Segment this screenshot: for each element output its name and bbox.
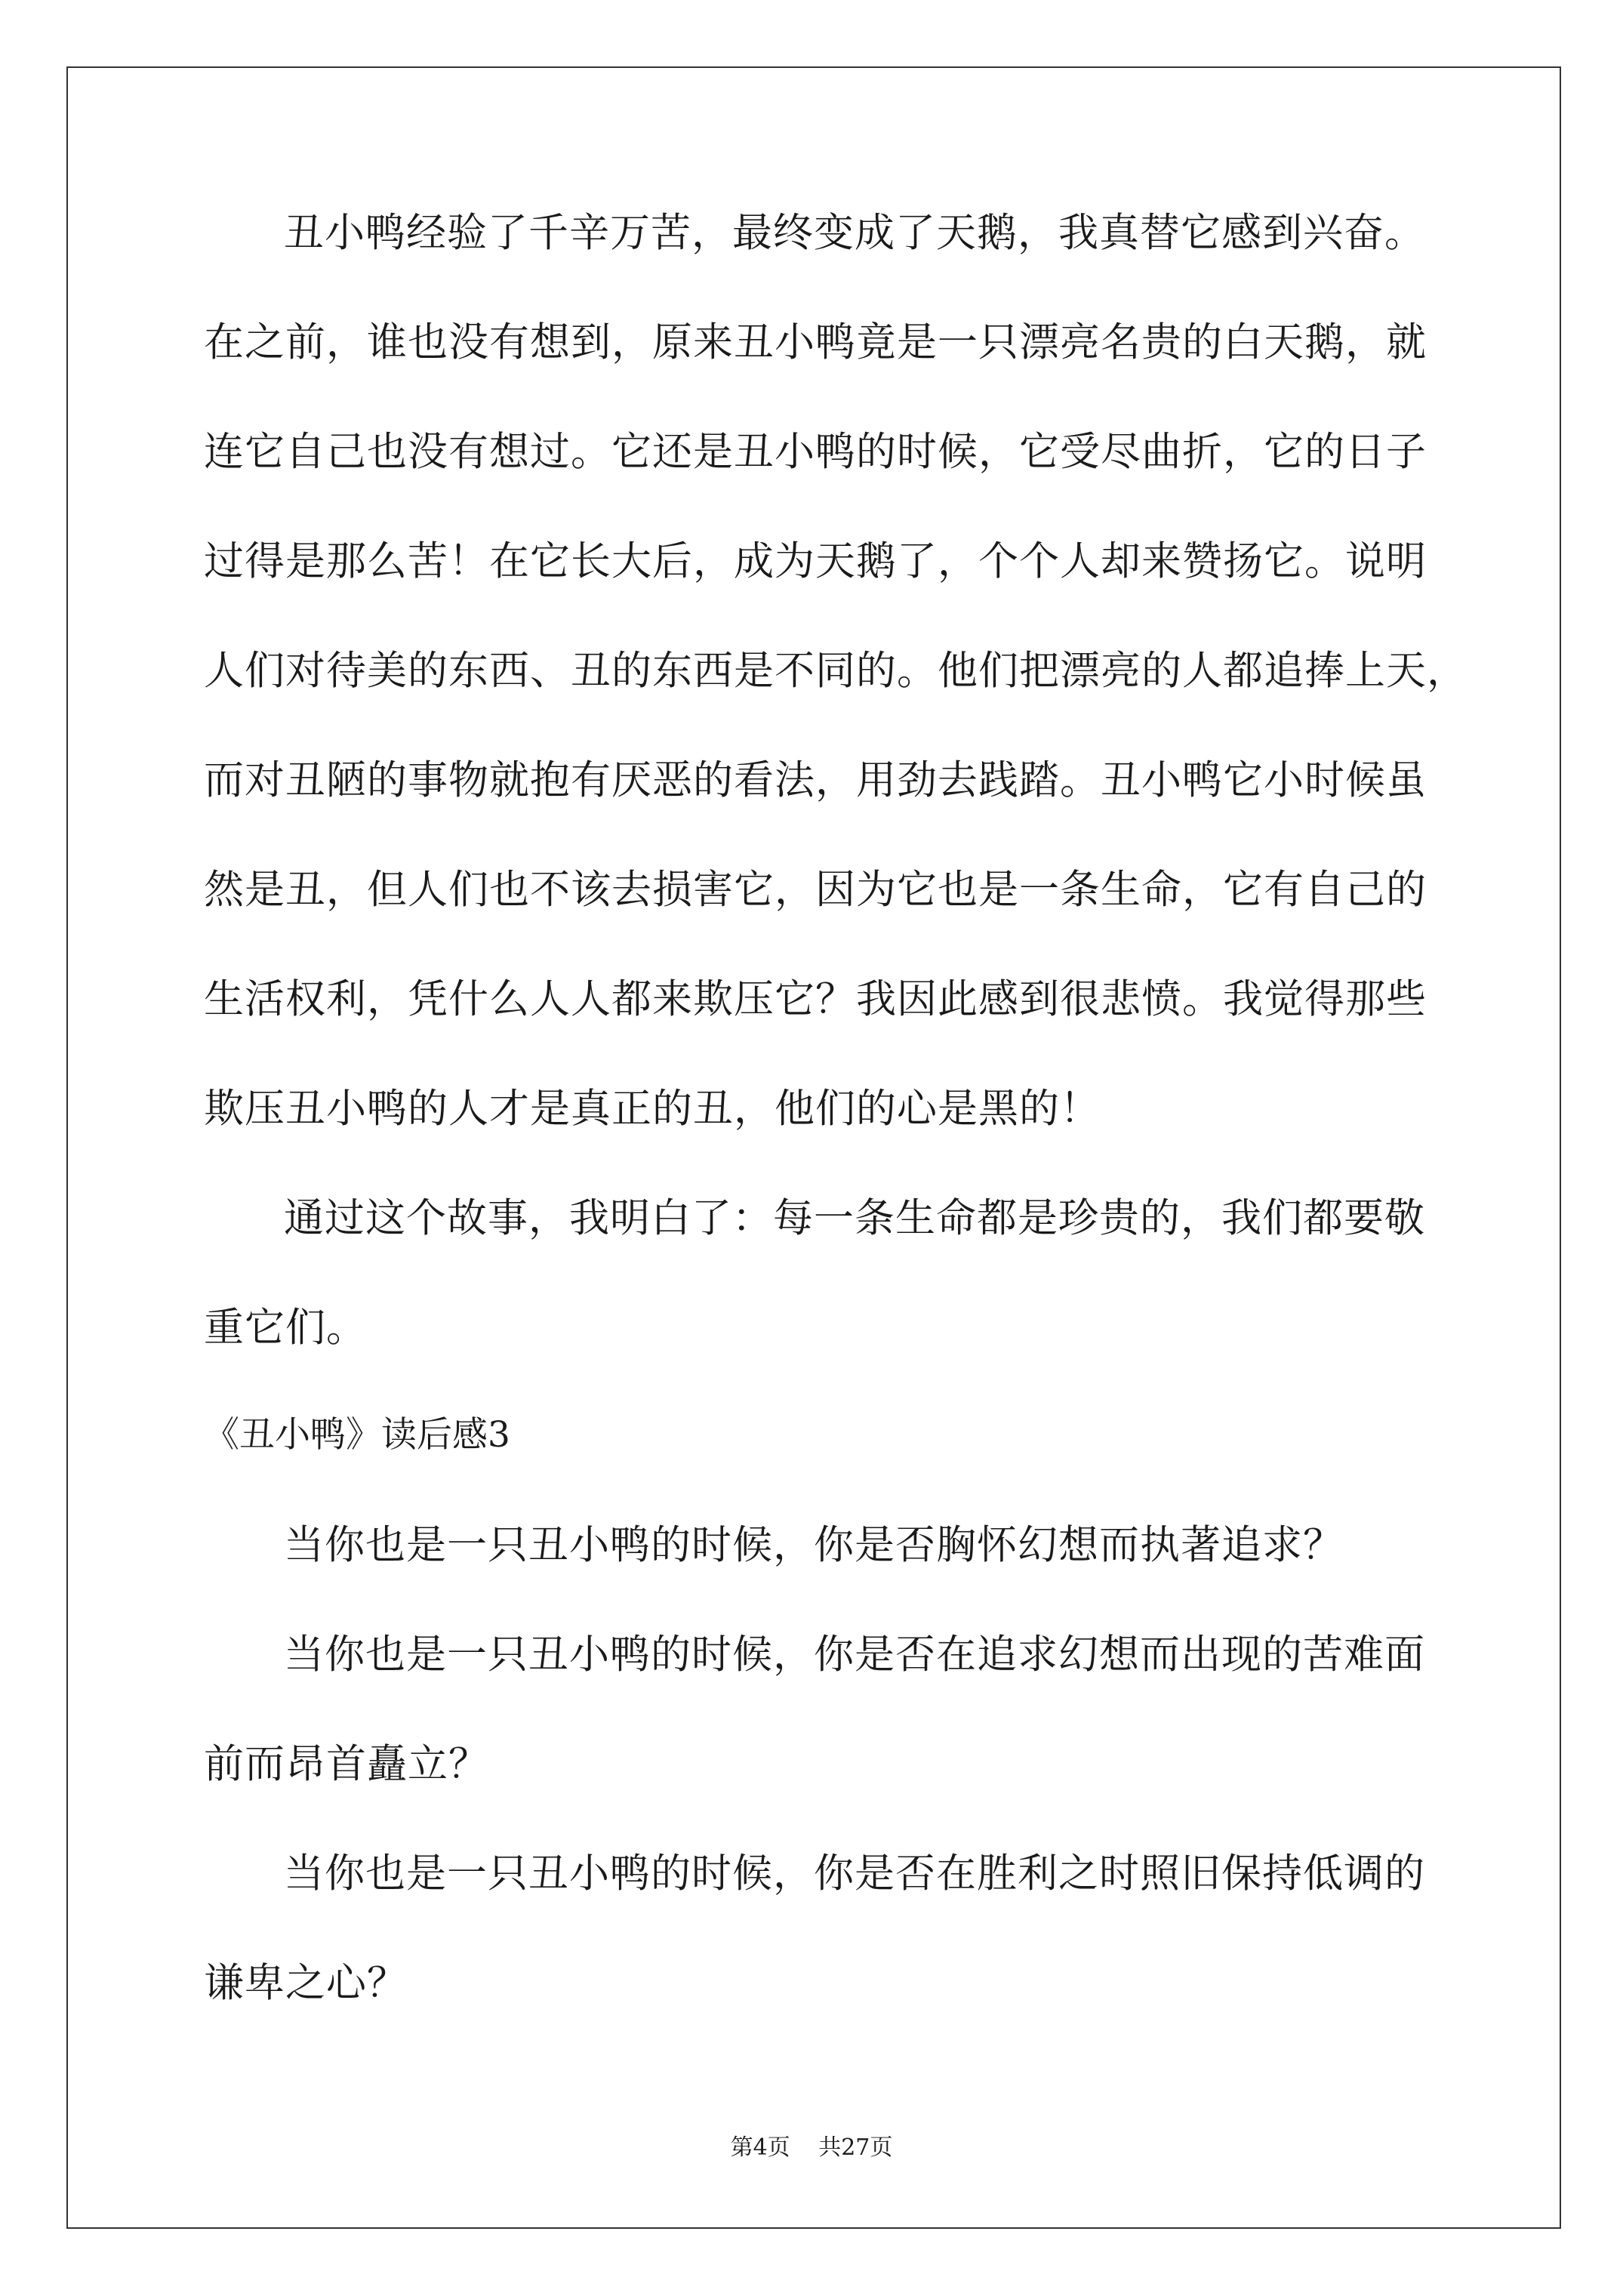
text-line: 丑小鸭经验了千辛万苦，最终变成了天鹅，我真替它感到兴奋。 xyxy=(284,210,1425,256)
text-line: 前而昂首矗立？ xyxy=(204,1741,489,1787)
text-line: 谦卑之心？ xyxy=(204,1960,408,2006)
document-body xyxy=(204,210,1467,2073)
page-number: 第4页 xyxy=(730,2134,790,2161)
text-line: 过得是那么苦！在它长大后，成为天鹅了，个个人却来赞扬它。说明 xyxy=(204,538,1427,584)
text-line: 人们对待美的东西、丑的东西是不同的。他们把漂亮的人都追捧上天， xyxy=(204,648,1467,694)
text-line: 当你也是一只丑小鸭的时候，你是否在胜利之时照旧保持低调的 xyxy=(284,1851,1425,1897)
section-heading: 《丑小鸭》读后感3 xyxy=(204,1414,510,1456)
section-paragraphs xyxy=(204,1522,1427,2006)
text-line: 生活权利，凭什么人人都来欺压它？我因此感到很悲愤。我觉得那些 xyxy=(204,976,1427,1022)
text-line: 通过这个故事，我明白了：每一条生命都是珍贵的，我们都要敬 xyxy=(284,1195,1425,1241)
text-line: 当你也是一只丑小鸭的时候，你是否胸怀幻想而执著追求？ xyxy=(284,1522,1344,1568)
essay-paragraphs xyxy=(204,210,1467,1351)
text-line: 当你也是一只丑小鸭的时候，你是否在追求幻想而出现的苦难面 xyxy=(284,1632,1425,1678)
text-line: 重它们。 xyxy=(204,1305,367,1351)
text-line: 连它自己也没有想过。它还是丑小鸭的时候，它受尽曲折，它的日子 xyxy=(204,429,1427,475)
text-line: 在之前，谁也没有想到，原来丑小鸭竟是一只漂亮名贵的白天鹅，就 xyxy=(204,319,1427,365)
text-line: 欺压丑小鸭的人才是真正的丑，他们的心是黑的！ xyxy=(204,1086,1101,1132)
text-line: 然是丑，但人们也不该去损害它，因为它也是一条生命，它有自己的 xyxy=(204,867,1427,913)
page-total: 共27页 xyxy=(818,2134,893,2161)
page-footer xyxy=(0,2134,1623,2161)
text-line: 而对丑陋的事物就抱有厌恶的看法，用劲去践踏。丑小鸭它小时候虽 xyxy=(204,757,1427,803)
